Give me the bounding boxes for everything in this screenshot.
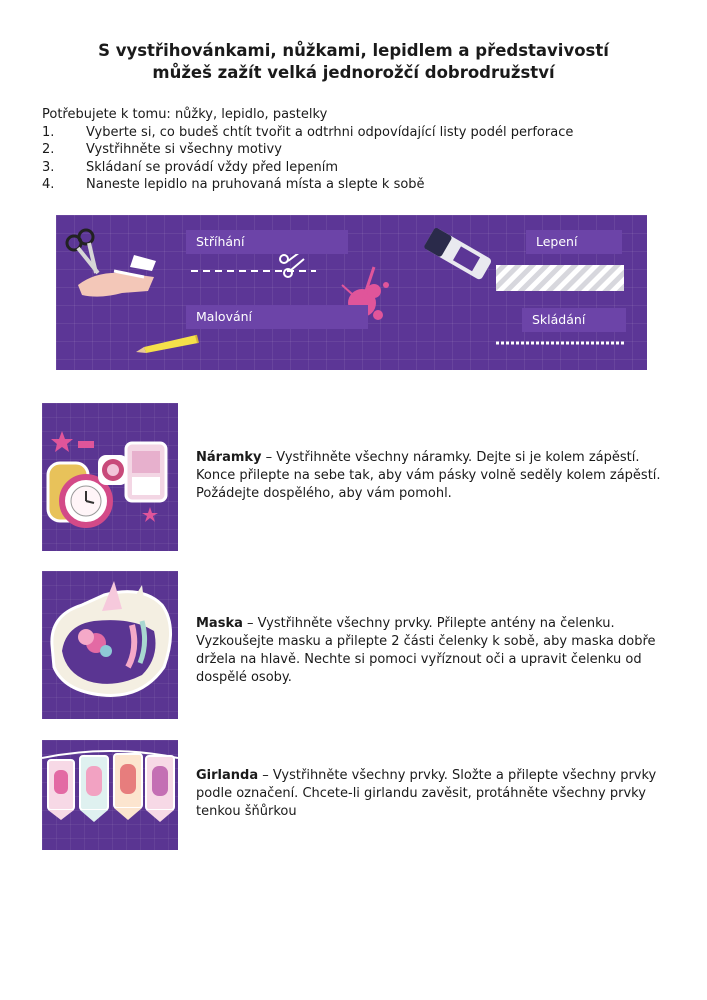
step-number: 3. [42,159,55,175]
step-item [42,159,682,177]
bracelet-image [42,403,178,551]
step-number: 1. [42,124,55,140]
step-text: Vystřihněte si všechny motivy [86,142,282,157]
step-text: Vyberte si, co budeš chtít tvořit a odtrhni odpovídající listy podél perforace [86,124,574,140]
garland-image [42,740,178,850]
step-number: 2. [42,142,55,157]
title-line-2: můžeš zažít velká jednorožčí dobrodružství [152,63,555,82]
bracelets-description [196,449,666,503]
step-text: Skládaní se provádí vždy před lepením [86,159,339,175]
needs-text: Potřebujete k tomu: nůžky, lepidlo, pastelky [42,107,328,122]
item-name: Girlanda [196,768,259,783]
mask-description [196,615,666,687]
page-title [0,40,707,84]
step-item [42,141,682,159]
label-cutting: Stříhání [186,230,348,254]
label-folding: Skládání [522,308,626,332]
label-coloring: Malování [186,305,368,329]
step-item [42,176,682,194]
step-text: Naneste lepidlo na pruhovaná místa a slepte k sobě [86,177,425,192]
pencil-icon [136,335,198,353]
steps-list [42,124,682,194]
glue-stick-icon [423,227,492,281]
title-line-1: S vystřihovánkami, nůžkami, lepidlem a představivostí [98,41,609,60]
item-bracelets [42,403,662,551]
scissors-icon [67,230,156,297]
garland-description [196,767,666,821]
legend-banner [56,215,647,370]
label-gluing: Lepení [526,230,622,254]
step-item [42,124,682,142]
step-number: 4. [42,177,55,192]
mask-image [42,571,178,719]
item-name: Náramky [196,450,262,465]
item-garland [42,740,662,850]
instructions [42,106,682,194]
glue-area-icon [496,265,624,291]
item-name: Maska [196,616,243,631]
item-text: – Vystřihněte všechny náramky. Dejte si je kolem zápěstí. Konce přilepte na sebe tak, aby vám pásky volně seděly kolem zápěstí. Požádejte dospělého, aby vám pomohl. [196,450,661,501]
item-text: – Vystřihněte všechny prvky. Přilepte antény na čelenku. Vyzkoušejte masku a přilepte 2 části čelenky k sobě, aby maska dobře držela na hlavě. Nechte si pomoci vyříznout oči a upravit čelenku od dospělé osoby. [196,616,656,685]
item-text: – Vystřihněte všechny prvky. Složte a přilepte všechny prvky podle označení. Chcete-li girlandu zavěsit, protáhněte všechny prvky tenkou šňůrkou [196,768,657,819]
item-mask [42,571,662,719]
